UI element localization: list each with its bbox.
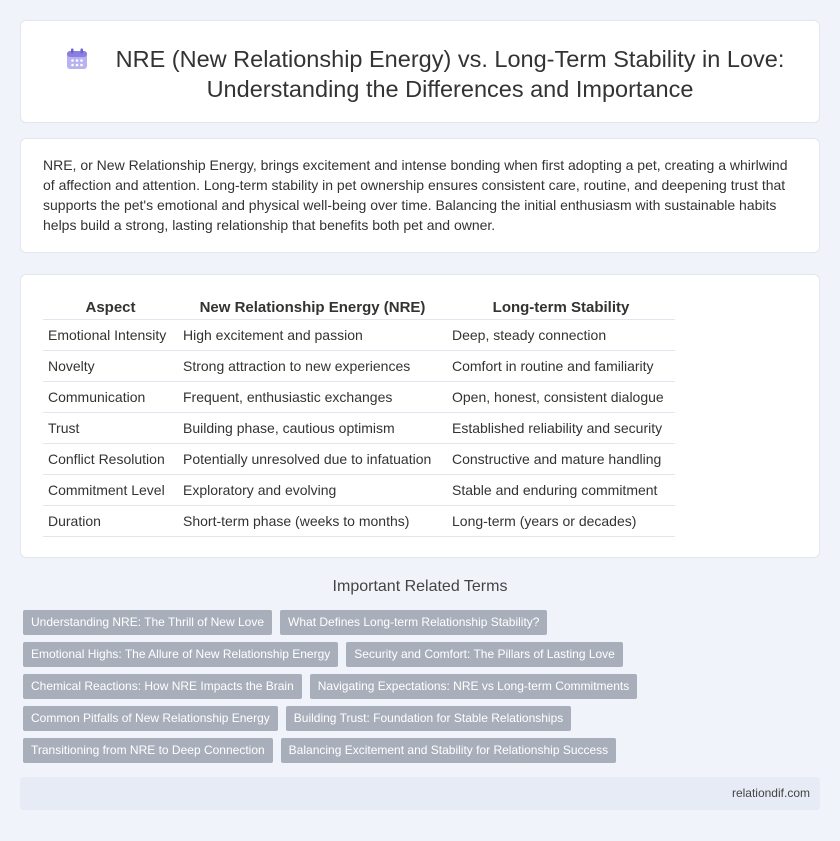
table-cell: Open, honest, consistent dialogue [447,381,675,412]
related-tag-link[interactable]: Emotional Highs: The Allure of New Relationship Energy [23,642,338,667]
related-tag-link[interactable]: What Defines Long-term Relationship Stability? [280,610,547,635]
column-header-aspect: Aspect [43,297,178,319]
table-cell: Potentially unresolved due to infatuation [178,443,447,474]
related-tag-link[interactable]: Transitioning from NRE to Deep Connection [23,738,273,763]
comparison-table [43,297,675,537]
intro-card [20,138,820,253]
table-cell: High excitement and passion [178,319,447,350]
table-cell: Exploratory and evolving [178,474,447,505]
related-tag-link[interactable]: Building Trust: Foundation for Stable Relationships [286,706,572,731]
table-cell: Constructive and mature handling [447,443,675,474]
related-tags-row [23,610,547,635]
page-title: NRE (New Relationship Energy) vs. Long-Term Stability in Love: Understanding the Differences and Importance [115,46,785,102]
table-cell: Communication [43,381,178,412]
header-card [20,20,820,123]
related-tags-row [23,738,616,763]
table-cell: Established reliability and security [447,412,675,443]
table-cell: Conflict Resolution [43,443,178,474]
table-row [43,443,675,474]
footer-bar [20,777,820,810]
table-row [43,505,675,536]
table-cell: Stable and enduring commitment [447,474,675,505]
table-cell: Short-term phase (weeks to months) [178,505,447,536]
table-row [43,412,675,443]
related-terms-heading: Important Related Terms [332,578,508,595]
related-tag-link[interactable]: Navigating Expectations: NRE vs Long-term Commitments [310,674,637,699]
related-tag-link[interactable]: Security and Comfort: The Pillars of Lasting Love [346,642,623,667]
intro-paragraph: NRE, or New Relationship Energy, brings excitement and intense bonding when first adopting a pet, creating a whirlwind of affection and attention. Long-term stability in pet ownership ensures consistent care, routine, and deepening trust that supports the pet's emotional and physical well-being over time. Balancing the initial enthusiasm with sustainable habits helps build a strong, lasting relationship that benefits both pet and owner. [43,157,788,233]
table-row [43,381,675,412]
table-cell: Trust [43,412,178,443]
related-tag-link[interactable]: Common Pitfalls of New Relationship Energy [23,706,278,731]
table-cell: Comfort in routine and familiarity [447,350,675,381]
table-header-row [43,297,675,319]
related-tags-row [23,674,637,699]
related-tags-row [23,642,623,667]
comparison-card [20,274,820,558]
table-row [43,319,675,350]
table-row [43,350,675,381]
related-tags-row [23,706,571,731]
column-header-stability: Long-term Stability [447,297,675,319]
table-cell: Strong attraction to new experiences [178,350,447,381]
table-row [43,474,675,505]
footer-site-link[interactable]: relationdif.com [731,786,810,800]
table-cell: Building phase, cautious optimism [178,412,447,443]
table-cell: Deep, steady connection [447,319,675,350]
table-cell: Frequent, enthusiastic exchanges [178,381,447,412]
table-cell: Duration [43,505,178,536]
related-tag-link[interactable]: Understanding NRE: The Thrill of New Love [23,610,272,635]
related-tag-link[interactable]: Balancing Excitement and Stability for Relationship Success [281,738,617,763]
related-tag-link[interactable]: Chemical Reactions: How NRE Impacts the Brain [23,674,302,699]
column-header-nre: New Relationship Energy (NRE) [178,297,447,319]
table-cell: Commitment Level [43,474,178,505]
table-cell: Long-term (years or decades) [447,505,675,536]
table-cell: Novelty [43,350,178,381]
table-cell: Emotional Intensity [43,319,178,350]
